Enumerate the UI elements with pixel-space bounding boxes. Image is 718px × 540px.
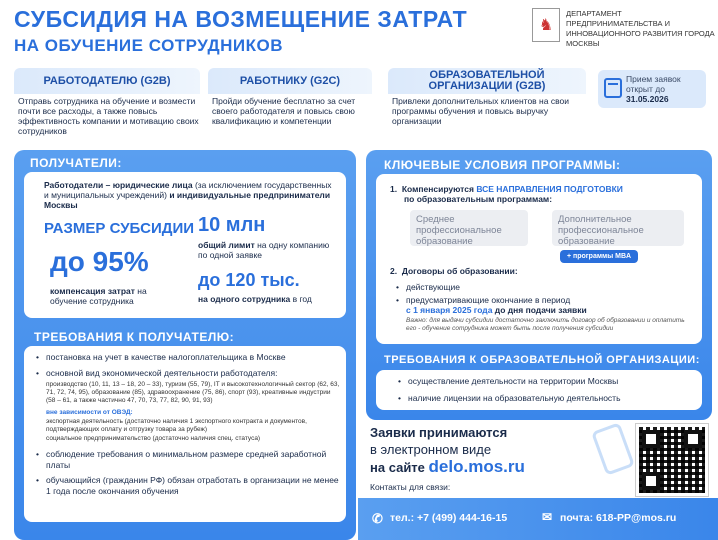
mail-icon: ✉ [542, 510, 553, 524]
list-item: • осуществление деятельности на территории Москвы [398, 376, 694, 387]
deadline-date: 31.05.2026 [626, 94, 669, 104]
tab-employee: РАБОТНИКУ (G2C) [208, 68, 372, 94]
requirements-list [36, 352, 340, 501]
list-item: • постановка на учет в качестве налогоплательщика в Москве [36, 352, 340, 363]
mba-badge: + программы MBA [560, 250, 638, 263]
list-item: • предусматривающие окончание в период с 1 января 2025 года до дня подачи заявки [396, 295, 692, 316]
list-item: • действующие [396, 282, 692, 293]
tab-employee-desc: Пройди обучение бесплатно за счет своего работодателя и повысь свою квалификацию и компетенции [212, 96, 356, 126]
apply-block: Заявки принимаются в электронном виде на сайте delo.mos.ru [370, 425, 525, 476]
contracts-list [396, 282, 692, 333]
percent-description: компенсация затрат на обучение сотрудника [50, 286, 147, 306]
subsidy-label: РАЗМЕР СУБСИДИИ [44, 220, 194, 237]
calendar-icon [604, 78, 622, 98]
requirements-heading: ТРЕБОВАНИЯ К ПОЛУЧАТЕЛЮ: [34, 330, 235, 344]
per-employee-value: до 120 тыс. [198, 270, 300, 290]
recipients-heading: ПОЛУЧАТЕЛИ: [30, 156, 122, 170]
qr-corner [642, 472, 660, 490]
limit-value: 10 млн [198, 214, 266, 236]
program-box-additional: Дополнительное профессиональное образование [552, 210, 684, 246]
tab-education-org: ОБРАЗОВАТЕЛЬНОЙ ОРГАНИЗАЦИИ (G2B) [388, 68, 586, 94]
site-link[interactable]: delo.mos.ru [428, 457, 525, 476]
tab-education-org-desc: Привлеки дополнительных клиентов на свои программы обучения и повысь выручку организации [392, 96, 569, 126]
per-employee-description: на одного сотрудника в год [198, 294, 312, 304]
percent-value: до 95% [50, 246, 149, 277]
qr-corner [642, 430, 660, 448]
important-note: Важно: для выдачи субсидии достаточно заключить договор об образовании и оплатить его - обучение сотрудника может быть после получения субсидии [406, 316, 685, 332]
contacts-label: Контакты для связи: [370, 482, 451, 492]
okved-list: производство (10, 11, 13 – 18, 20 – 33), туризм (55, 79), IT и высокотехнологичный сектор (62, 63, 71, 72, 74, 95), образование (85), здравоохранение (75, 86), спорт (93), креативные индустрии (58 – 61, а также частично 47, 70, 73, 77, 82, 90, 91, 93) [46, 381, 340, 404]
org-requirements-list [398, 376, 694, 408]
condition-2: 2. Договоры об образовании: [390, 266, 518, 276]
list-item: • обучающийся (гражданин РФ) обязан отработать в организации не менее 1 года после окончания обучения [36, 475, 340, 496]
list-item: • соблюдение требования о минимальном размере средней заработной платы [36, 449, 340, 470]
social-entrepreneurship: социальное предпринимательство (достаточно наличия спец. статуса) [46, 435, 261, 442]
export-activity: экспортная деятельность (достаточно наличия 1 экспортного контракта и документов, подтверждающих оплату и отгрузку товара за рубеж) [46, 418, 307, 433]
org-requirements-heading: ТРЕБОВАНИЯ К ОБРАЗОВАТЕЛЬНОЙ ОРГАНИЗАЦИИ: [384, 354, 700, 366]
department-name: ДЕПАРТАМЕНТ ПРЕДПРИНИМАТЕЛЬСТВА И ИННОВАЦИОННОГО РАЗВИТИЯ ГОРОДА МОСКВЫ [566, 9, 715, 48]
program-box-secondary: Среднее профессиональное образование [410, 210, 528, 246]
page-subtitle: НА ОБУЧЕНИЕ СОТРУДНИКОВ [14, 36, 283, 55]
conditions-heading: КЛЮЧЕВЫЕ УСЛОВИЯ ПРОГРАММЫ: [384, 158, 621, 172]
list-item: • наличие лицензии на образовательную деятельность [398, 393, 694, 404]
phone-icon: ✆ [372, 511, 383, 526]
qr-corner [684, 430, 702, 448]
limit-description: общий лимит на одну компанию по одной заявке [198, 240, 330, 260]
phone-illustration-icon [591, 422, 635, 475]
application-deadline: Прием заявок открыт до 31.05.2026 [626, 74, 696, 104]
recipients-description: Работодатели – юридические лица (за исключением государственных и муниципальных учреждений) и индивидуальные предприниматели Москвы [44, 180, 332, 210]
list-item: • основной вид экономической деятельности работодателя: производство (10, 11, 13 – 18, 20 – 33), туризм (55, 79), IT и высокотехнологичный сектор (62, 63, 71, 72, 74, 95), образование (85), здравоохранение (75, 86), спорт (93), креативные индустрии (58 – 61, а также частично 47, 70, 73, 77, 82, 90, 91, 93) вне зависимости от ОВЭД: экспортная деятельность (достаточно наличия 1 экспортного контракта и документов, подтверждающих оплату и отгрузку товара за рубеж) социальное предпринимательство (достаточно наличия спец. статуса) [36, 368, 340, 444]
phone-number[interactable]: тел.: +7 (499) 444-16-15 [390, 512, 508, 524]
tab-employer-desc: Отправь сотрудника на обучение и возмести почти все расходы, а также повысь эффективность компании и мотивацию своих сотрудников [18, 96, 199, 136]
tab-employer: РАБОТОДАТЕЛЮ (G2B) [14, 68, 200, 94]
email-address[interactable]: почта: 618-PP@mos.ru [560, 512, 677, 524]
condition-1: 1. Компенсируются ВСЕ НАПРАВЛЕНИЯ ПОДГОТОВКИ по образовательным программам: [390, 184, 623, 204]
moscow-coat-of-arms-icon: ♞ [532, 8, 560, 42]
page-title: СУБСИДИЯ НА ВОЗМЕЩЕНИЕ ЗАТРАТ [14, 6, 468, 32]
regardless-label: вне зависимости от ОВЭД: [46, 409, 133, 416]
